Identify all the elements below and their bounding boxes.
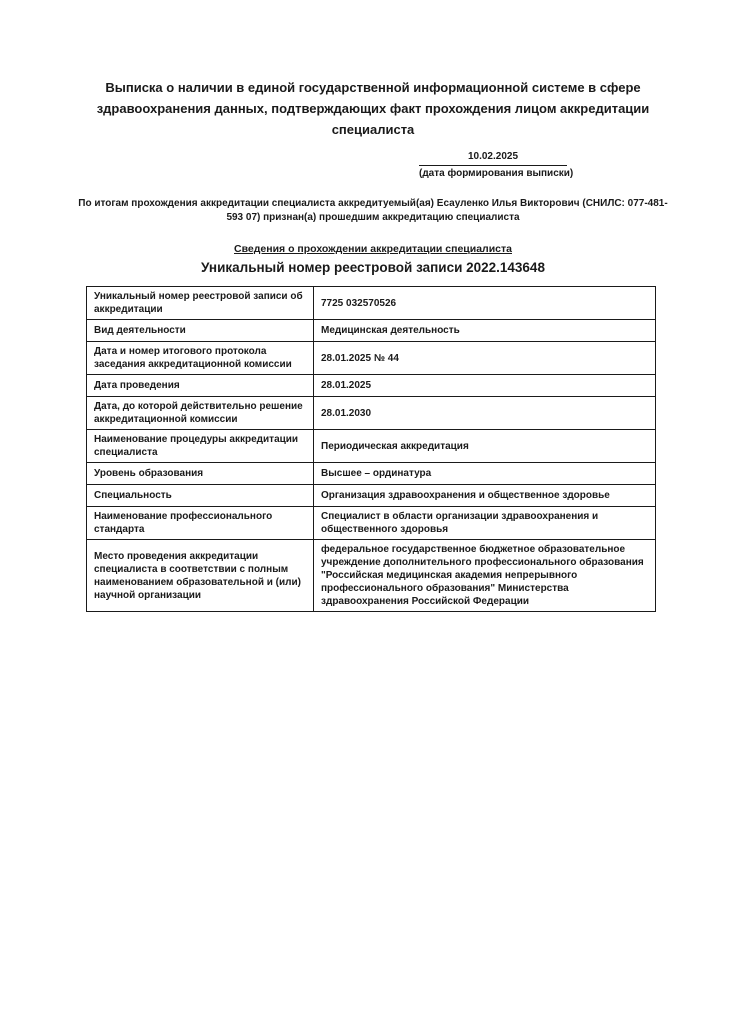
row-label: Место проведения аккредитации специалиста в соответствии с полным наименованием образовательной и (или) научной организации bbox=[87, 540, 314, 612]
row-label: Уникальный номер реестровой записи об аккредитации bbox=[87, 287, 314, 320]
row-label: Вид деятельности bbox=[87, 320, 314, 342]
row-value: Медицинская деятельность bbox=[314, 320, 656, 342]
table-row-date-held bbox=[87, 375, 656, 397]
row-label: Уровень образования bbox=[87, 463, 314, 485]
table-row-specialty bbox=[87, 485, 656, 507]
row-value: 28.01.2030 bbox=[314, 397, 656, 430]
row-value: 28.01.2025 № 44 bbox=[314, 342, 656, 375]
row-label: Дата, до которой действительно решение аккредитационной комиссии bbox=[87, 397, 314, 430]
document-title: Выписка о наличии в единой государственной информационной системе в сфере здравоохранения данных, подтверждающих факт прохождения лицом аккредитации специалиста bbox=[96, 80, 650, 137]
row-value: Периодическая аккредитация bbox=[314, 430, 656, 463]
accreditation-result-paragraph: По итогам прохождения аккредитации специалиста аккредитуемый(ая) Есауленко Илья Викторович (СНИЛС: 077-481-593 07) признан(а) прошедшим аккредитацию специалиста bbox=[78, 198, 668, 223]
extract-date-block bbox=[419, 151, 574, 180]
table-row-education-level bbox=[87, 463, 656, 485]
table-row-protocol bbox=[87, 342, 656, 375]
table-row-accreditation-place bbox=[87, 540, 656, 612]
extract-date: 10.02.2025 bbox=[419, 151, 567, 166]
row-value: 7725 032570526 bbox=[314, 287, 656, 320]
accreditation-details-table-body bbox=[87, 287, 656, 612]
table-row-activity-type bbox=[87, 320, 656, 342]
section-heading: Сведения о прохождении аккредитации специалиста bbox=[234, 243, 512, 255]
row-label: Специальность bbox=[87, 485, 314, 507]
table-row-valid-until bbox=[87, 397, 656, 430]
row-value: 28.01.2025 bbox=[314, 375, 656, 397]
row-value: Специалист в области организации здравоохранения и общественного здоровья bbox=[314, 507, 656, 540]
row-label: Дата проведения bbox=[87, 375, 314, 397]
row-value: Организация здравоохранения и общественное здоровье bbox=[314, 485, 656, 507]
extract-date-caption: (дата формирования выписки) bbox=[419, 168, 574, 179]
accreditation-details-table bbox=[86, 286, 656, 612]
registry-number-heading: Уникальный номер реестровой записи 2022.143648 bbox=[201, 260, 545, 275]
row-value: федеральное государственное бюджетное образовательное учреждение дополнительного профессионального образования "Российская медицинская академия непрерывного профессионального образования" Министерства здравоохранения Российской Федерации bbox=[314, 540, 656, 612]
row-label: Дата и номер итогового протокола заседания аккредитационной комиссии bbox=[87, 342, 314, 375]
row-label: Наименование процедуры аккредитации специалиста bbox=[87, 430, 314, 463]
row-value: Высшее – ординатура bbox=[314, 463, 656, 485]
table-row-registry-number bbox=[87, 287, 656, 320]
table-row-professional-standard bbox=[87, 507, 656, 540]
table-row-procedure-name bbox=[87, 430, 656, 463]
row-label: Наименование профессионального стандарта bbox=[87, 507, 314, 540]
